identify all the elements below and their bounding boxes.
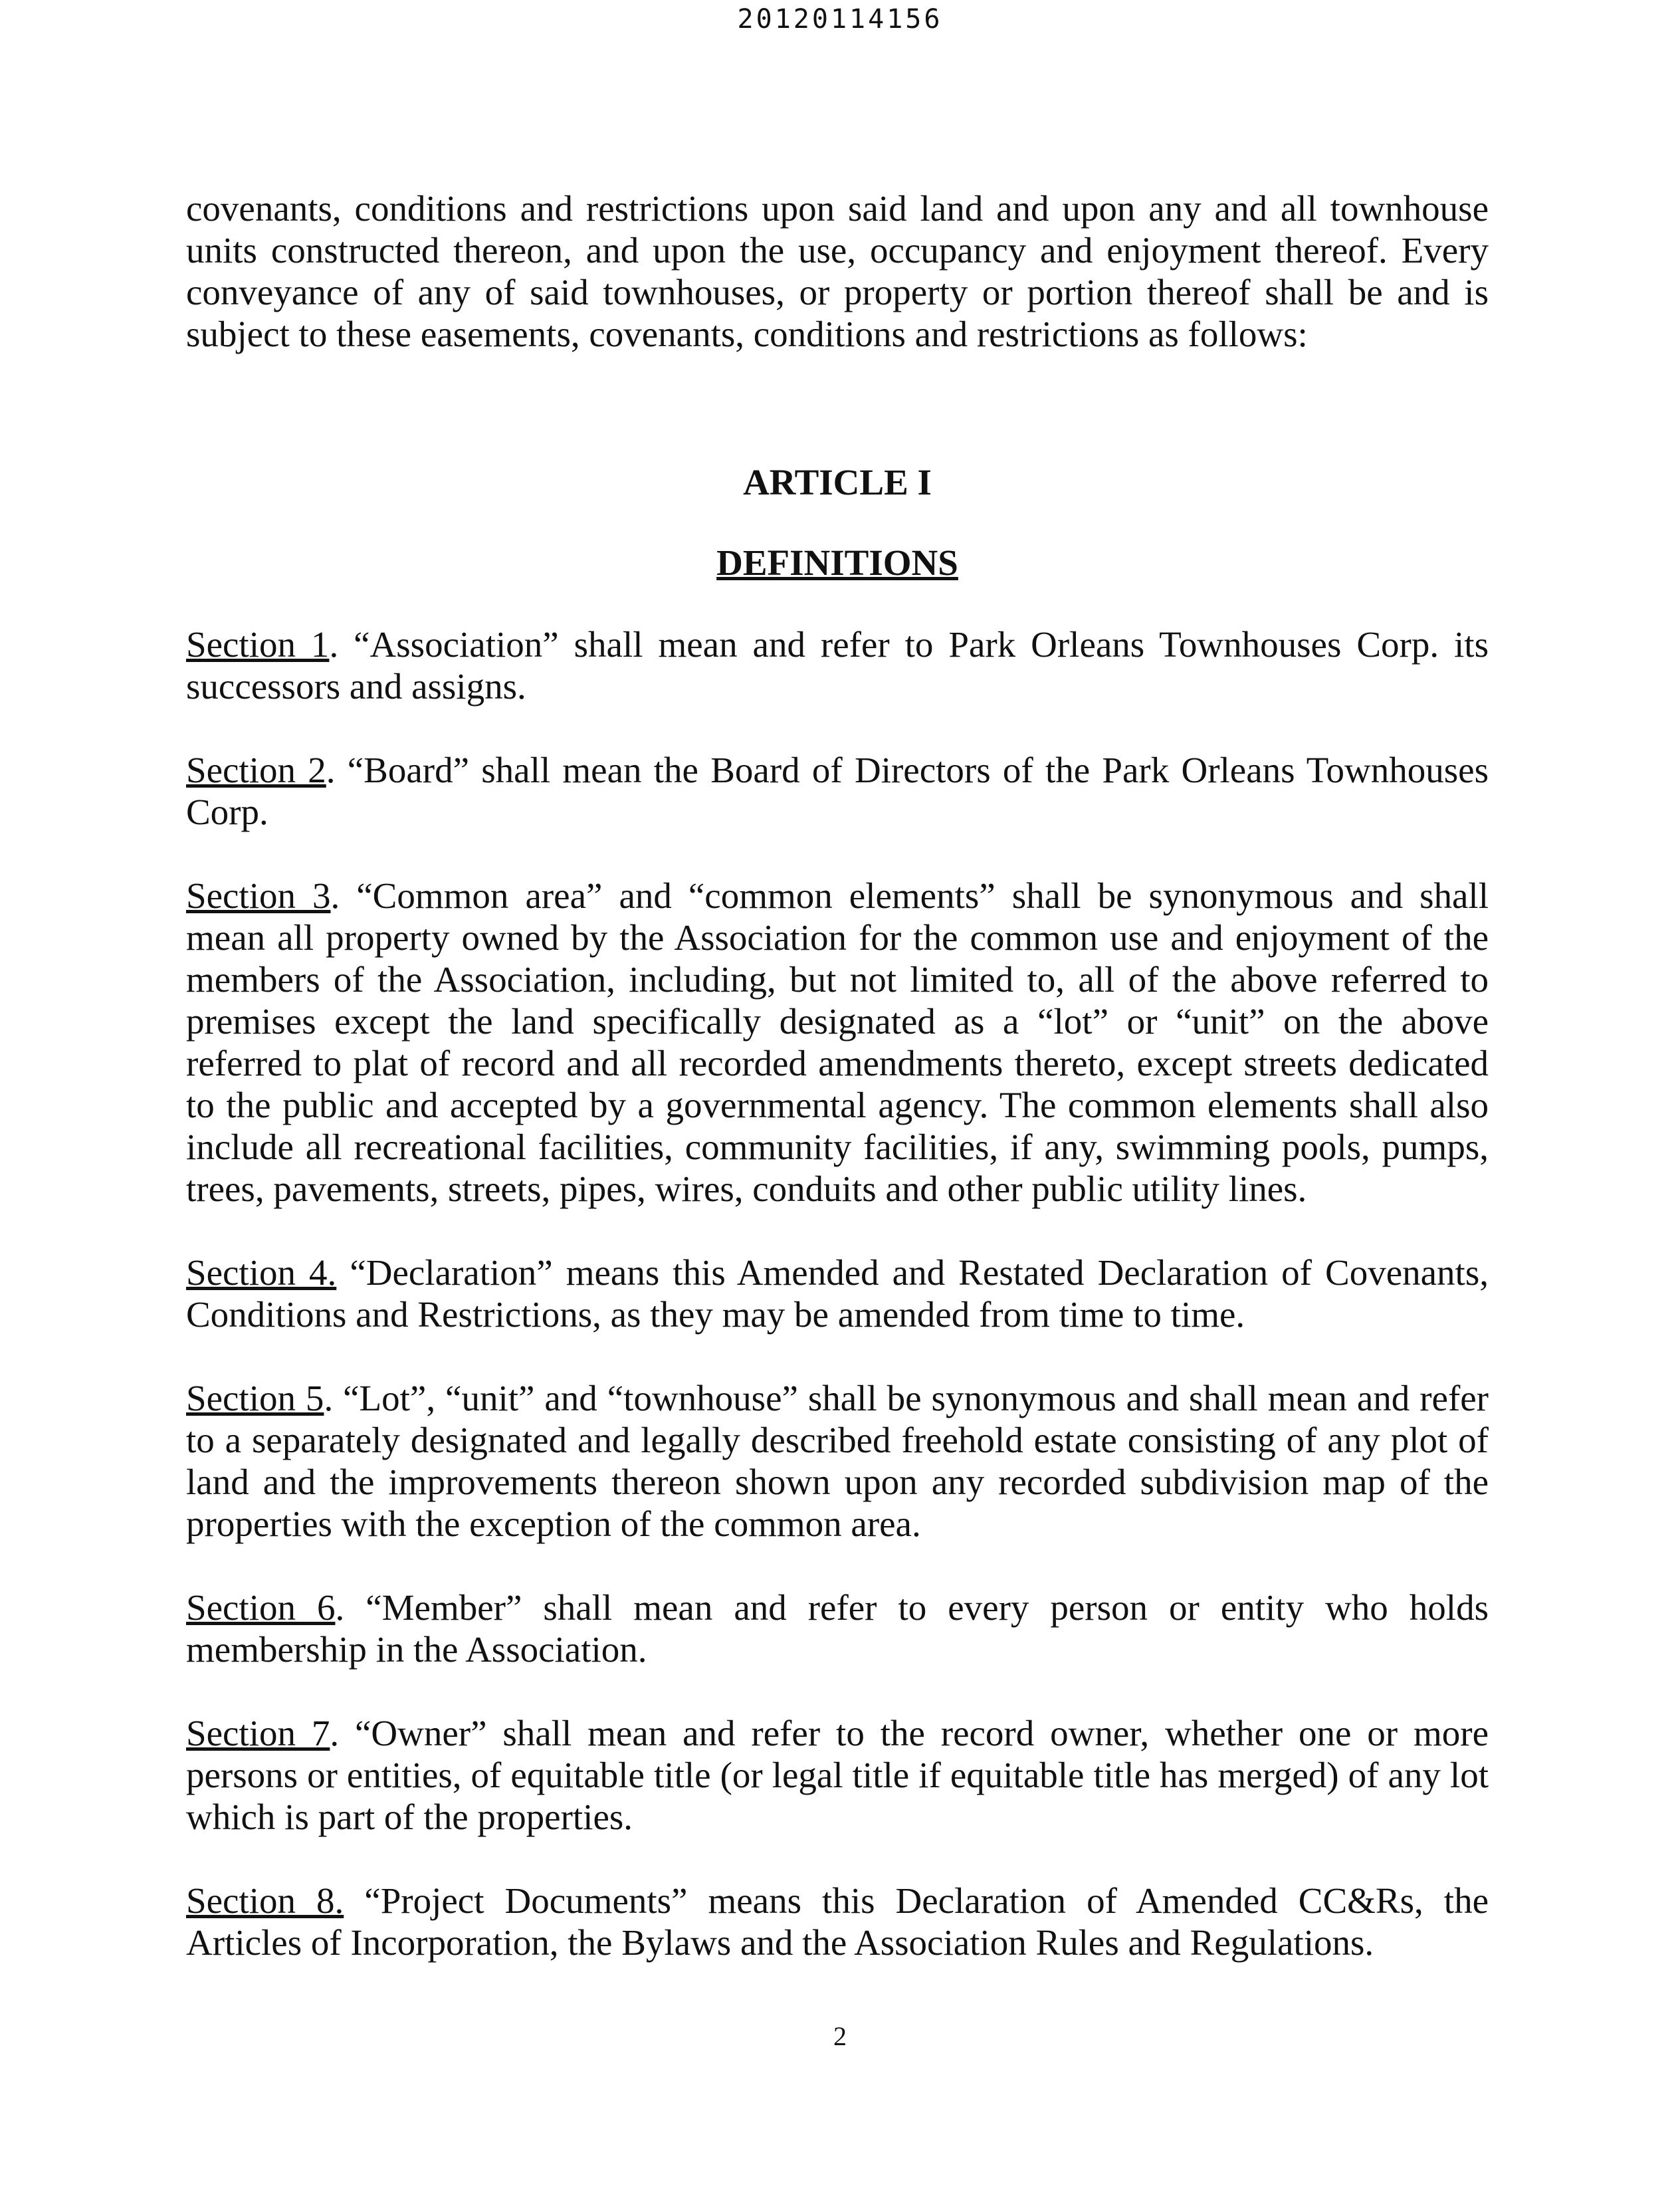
- section-4-label: Section 4.: [186, 1252, 337, 1293]
- section-1-label: Section 1: [186, 624, 330, 665]
- section-8: [186, 1880, 1489, 1963]
- article-subtitle: DEFINITIONS: [716, 542, 958, 583]
- section-5-text: . “Lot”, “unit” and “townhouse” shall be synonymous and shall mean and refer to a separately designated and legally described freehold estate consisting of any plot of land and the improvements thereon shown upon any recorded subdivision map of the properties with the exception of the common area.: [186, 1378, 1489, 1544]
- section-2: [186, 749, 1489, 833]
- section-1: [186, 623, 1489, 707]
- section-5: [186, 1377, 1489, 1545]
- section-6-label: Section 6: [186, 1587, 336, 1628]
- section-3-text: . “Common area” and “common elements” shall be synonymous and shall mean all property owned by the Association for the common use and enjoyment of the members of the Association, including, but not limited to, all of the above referred to premises except the land specifically designated as a “lot” or “unit” on the above referred to plat of record and all recorded amendments thereto, except streets dedicated to the public and accepted by a governmental agency. The common elements shall also include all recreational facilities, community facilities, if any, swimming pools, pumps, trees, pavements, streets, pipes, wires, conduits and other public utility lines.: [186, 875, 1489, 1209]
- section-5-label: Section 5: [186, 1378, 324, 1418]
- section-7-label: Section 7: [186, 1713, 330, 1753]
- section-6: [186, 1587, 1489, 1670]
- section-3: [186, 875, 1489, 1210]
- article-title: ARTICLE I: [743, 462, 932, 502]
- document-body: [186, 187, 1489, 2005]
- section-4-text: “Declaration” means this Amended and Restated Declaration of Covenants, Conditions and Restrictions, as they may be amended from time to time.: [186, 1252, 1489, 1335]
- section-3-label: Section 3: [186, 875, 331, 916]
- section-6-text: . “Member” shall mean and refer to every person or entity who holds membership in the Association.: [186, 1587, 1489, 1670]
- section-7: [186, 1712, 1489, 1838]
- document-number: 20120114156: [737, 4, 943, 35]
- page-number: 2: [833, 2021, 847, 2051]
- section-2-label: Section 2: [186, 750, 326, 790]
- section-8-label: Section 8.: [186, 1880, 344, 1921]
- intro-paragraph: covenants, conditions and restrictions upon said land and upon any and all townhouse units constructed thereon, and upon the use, occupancy and enjoyment thereof. Every conveyance of any of said townhouses, or property or portion thereof shall be and is subject to these easements, covenants, conditions and restrictions as follows:: [186, 188, 1489, 354]
- section-4: [186, 1252, 1489, 1335]
- section-7-text: . “Owner” shall mean and refer to the record owner, whether one or more persons or entities, of equitable title (or legal title if equitable title has merged) of any lot which is part of the properties.: [186, 1713, 1489, 1837]
- section-8-text: “Project Documents” means this Declaration of Amended CC&Rs, the Articles of Incorporation, the Bylaws and the Association Rules and Regulations.: [186, 1880, 1489, 1963]
- section-1-text: . “Association” shall mean and refer to Park Orleans Townhouses Corp. its successors and assigns.: [186, 624, 1489, 707]
- section-2-text: . “Board” shall mean the Board of Directors of the Park Orleans Townhouses Corp.: [186, 750, 1489, 832]
